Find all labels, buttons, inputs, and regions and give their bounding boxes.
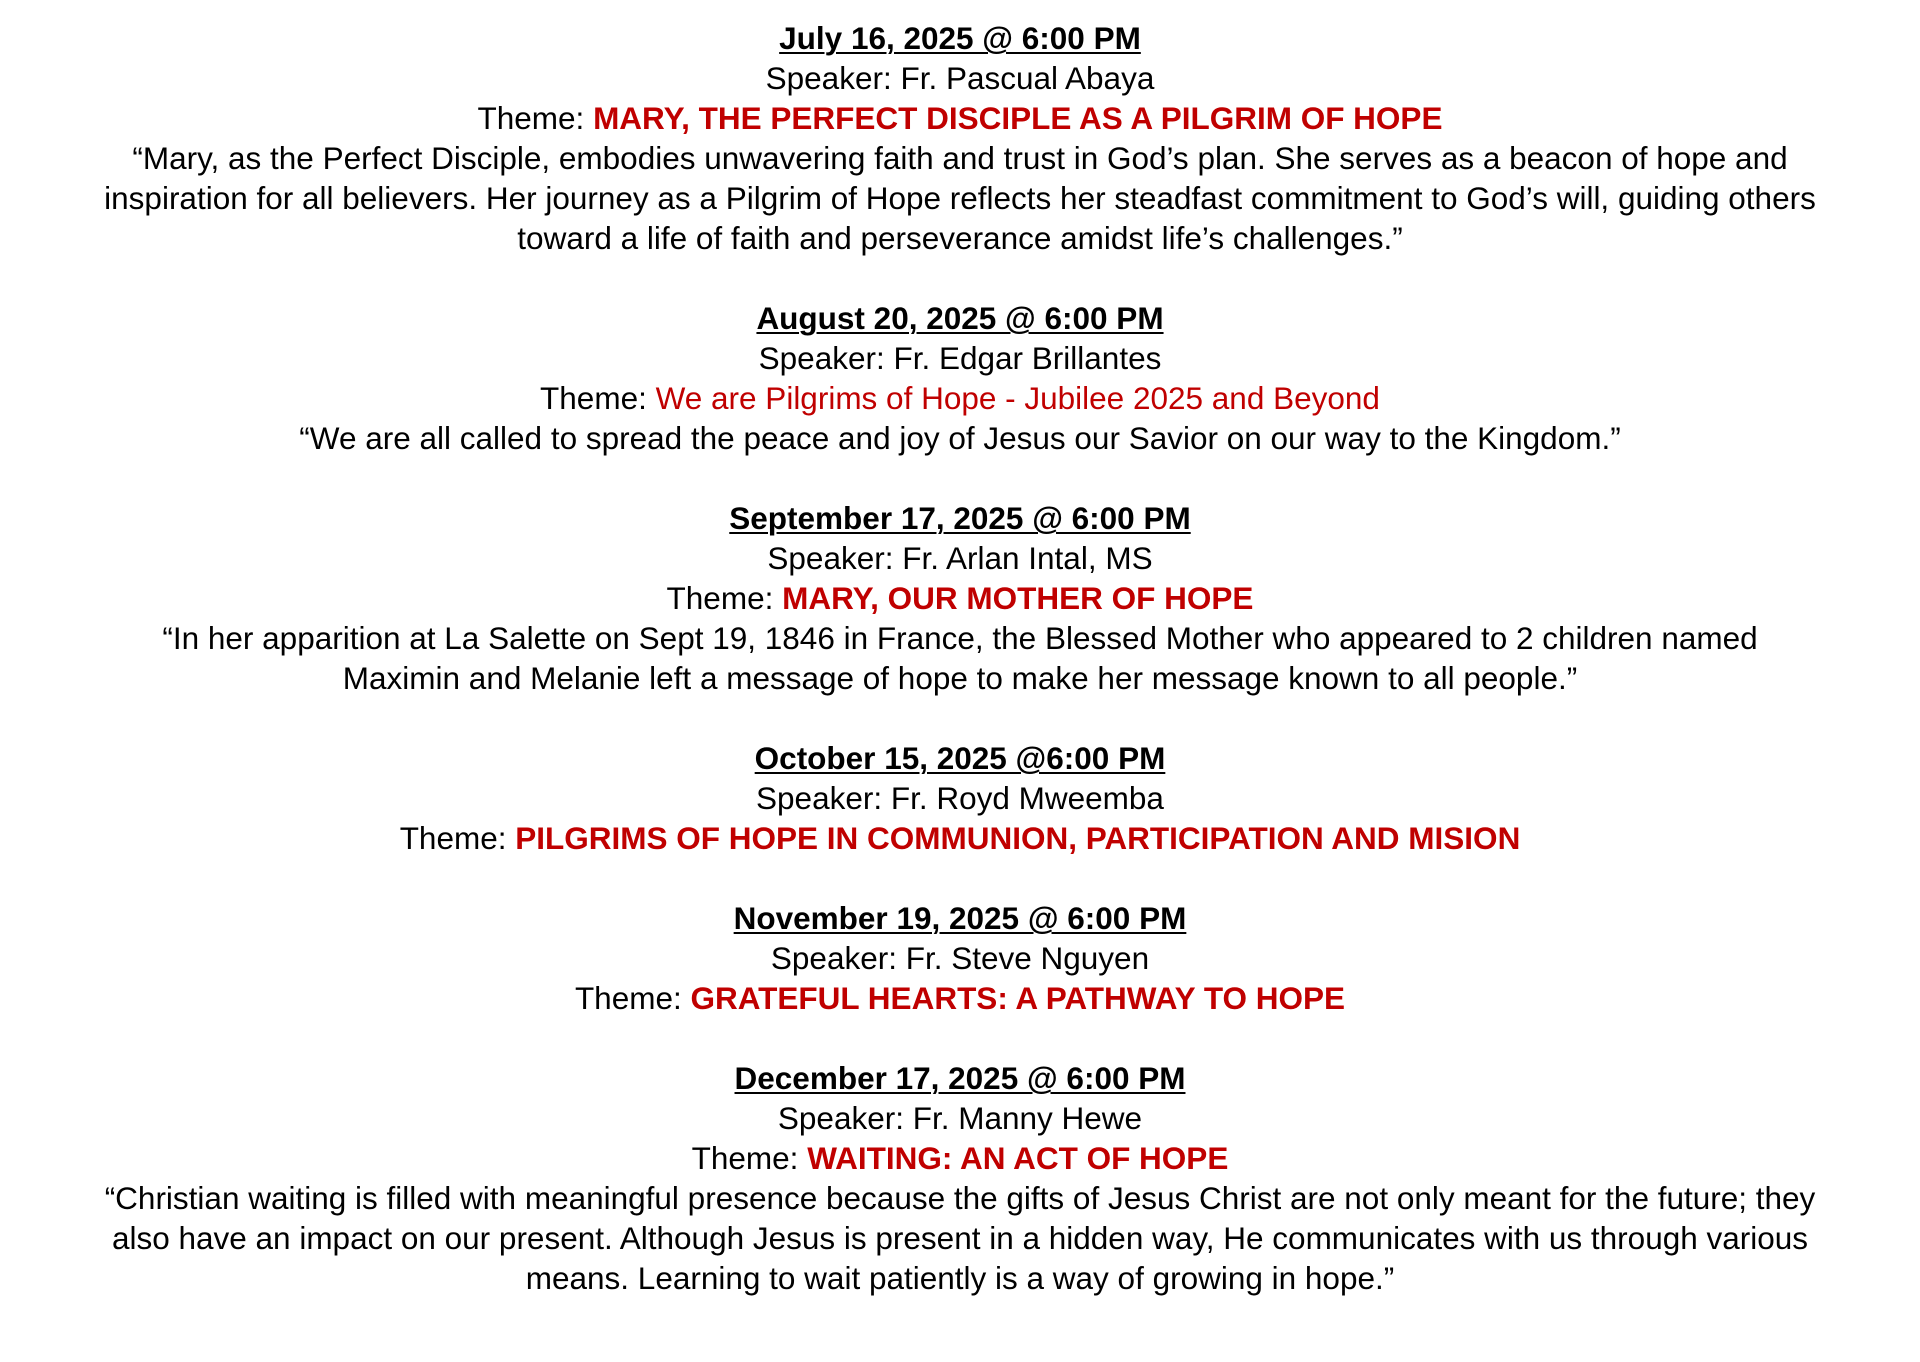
event-speaker: Speaker: Fr. Manny Hewe bbox=[777, 1100, 1143, 1136]
theme-label: Theme: bbox=[477, 100, 594, 136]
event-speaker: Speaker: Fr. Steve Nguyen bbox=[770, 940, 1150, 976]
event-speaker: Speaker: Fr. Arlan Intal, MS bbox=[767, 540, 1153, 576]
theme-value: MARY, OUR MOTHER OF HOPE bbox=[782, 580, 1254, 616]
event-november bbox=[60, 898, 1860, 1018]
event-speaker: Speaker: Fr. Pascual Abaya bbox=[765, 60, 1155, 96]
event-theme bbox=[60, 378, 1860, 418]
event-december bbox=[60, 1058, 1860, 1298]
event-theme bbox=[60, 1138, 1860, 1178]
theme-value: MARY, THE PERFECT DISCIPLE AS A PILGRIM OF HOPE bbox=[593, 100, 1443, 136]
event-date: September 17, 2025 @ 6:00 PM bbox=[729, 500, 1191, 536]
theme-label: Theme: bbox=[540, 380, 656, 416]
event-september bbox=[60, 498, 1860, 698]
theme-value: PILGRIMS OF HOPE IN COMMUNION, PARTICIPATION AND MISION bbox=[515, 820, 1521, 856]
theme-label: Theme: bbox=[691, 1140, 808, 1176]
event-speaker: Speaker: Fr. Royd Mweemba bbox=[756, 780, 1164, 816]
theme-label: Theme: bbox=[399, 820, 516, 856]
event-description: “In her apparition at La Salette on Sept 19, 1846 in France, the Blessed Mother who appeared to 2 children named Maximin and Melanie left a message of hope to make her message known to all people.” bbox=[162, 620, 1758, 696]
event-theme bbox=[60, 978, 1860, 1018]
event-august bbox=[60, 298, 1860, 458]
event-theme bbox=[60, 818, 1860, 858]
event-description: “Mary, as the Perfect Disciple, embodies unwavering faith and trust in God’s plan. She serves as a beacon of hope and inspiration for all believers. Her journey as a Pilgrim of Hope reflects her steadfast commitment to God’s will, guiding others toward a life of faith and perseverance amidst life’s challenges.” bbox=[104, 140, 1816, 256]
event-date: November 19, 2025 @ 6:00 PM bbox=[733, 900, 1187, 936]
theme-value: WAITING: AN ACT OF HOPE bbox=[807, 1140, 1229, 1176]
event-theme bbox=[60, 98, 1860, 138]
event-date: July 16, 2025 @ 6:00 PM bbox=[779, 20, 1141, 56]
event-theme bbox=[60, 578, 1860, 618]
event-speaker: Speaker: Fr. Edgar Brillantes bbox=[758, 340, 1162, 376]
theme-label: Theme: bbox=[666, 580, 783, 616]
event-date: December 17, 2025 @ 6:00 PM bbox=[734, 1060, 1186, 1096]
event-description: “Christian waiting is filled with meaningful presence because the gifts of Jesus Christ are not only meant for the future; they also have an impact on our present. Although Jesus is present in a hidden way, He communicates with us through various means. Learning to wait patiently is a way of growing in hope.” bbox=[104, 1180, 1816, 1296]
event-date: October 15, 2025 @6:00 PM bbox=[754, 740, 1166, 776]
event-october bbox=[60, 738, 1860, 858]
event-description: “We are all called to spread the peace and joy of Jesus our Savior on our way to the Kingdom.” bbox=[299, 420, 1621, 456]
event-july bbox=[60, 18, 1860, 258]
event-date: August 20, 2025 @ 6:00 PM bbox=[756, 300, 1164, 336]
theme-value: We are Pilgrims of Hope - Jubilee 2025 and Beyond bbox=[655, 380, 1380, 416]
theme-label: Theme: bbox=[574, 980, 691, 1016]
theme-value: GRATEFUL HEARTS: A PATHWAY TO HOPE bbox=[690, 980, 1346, 1016]
